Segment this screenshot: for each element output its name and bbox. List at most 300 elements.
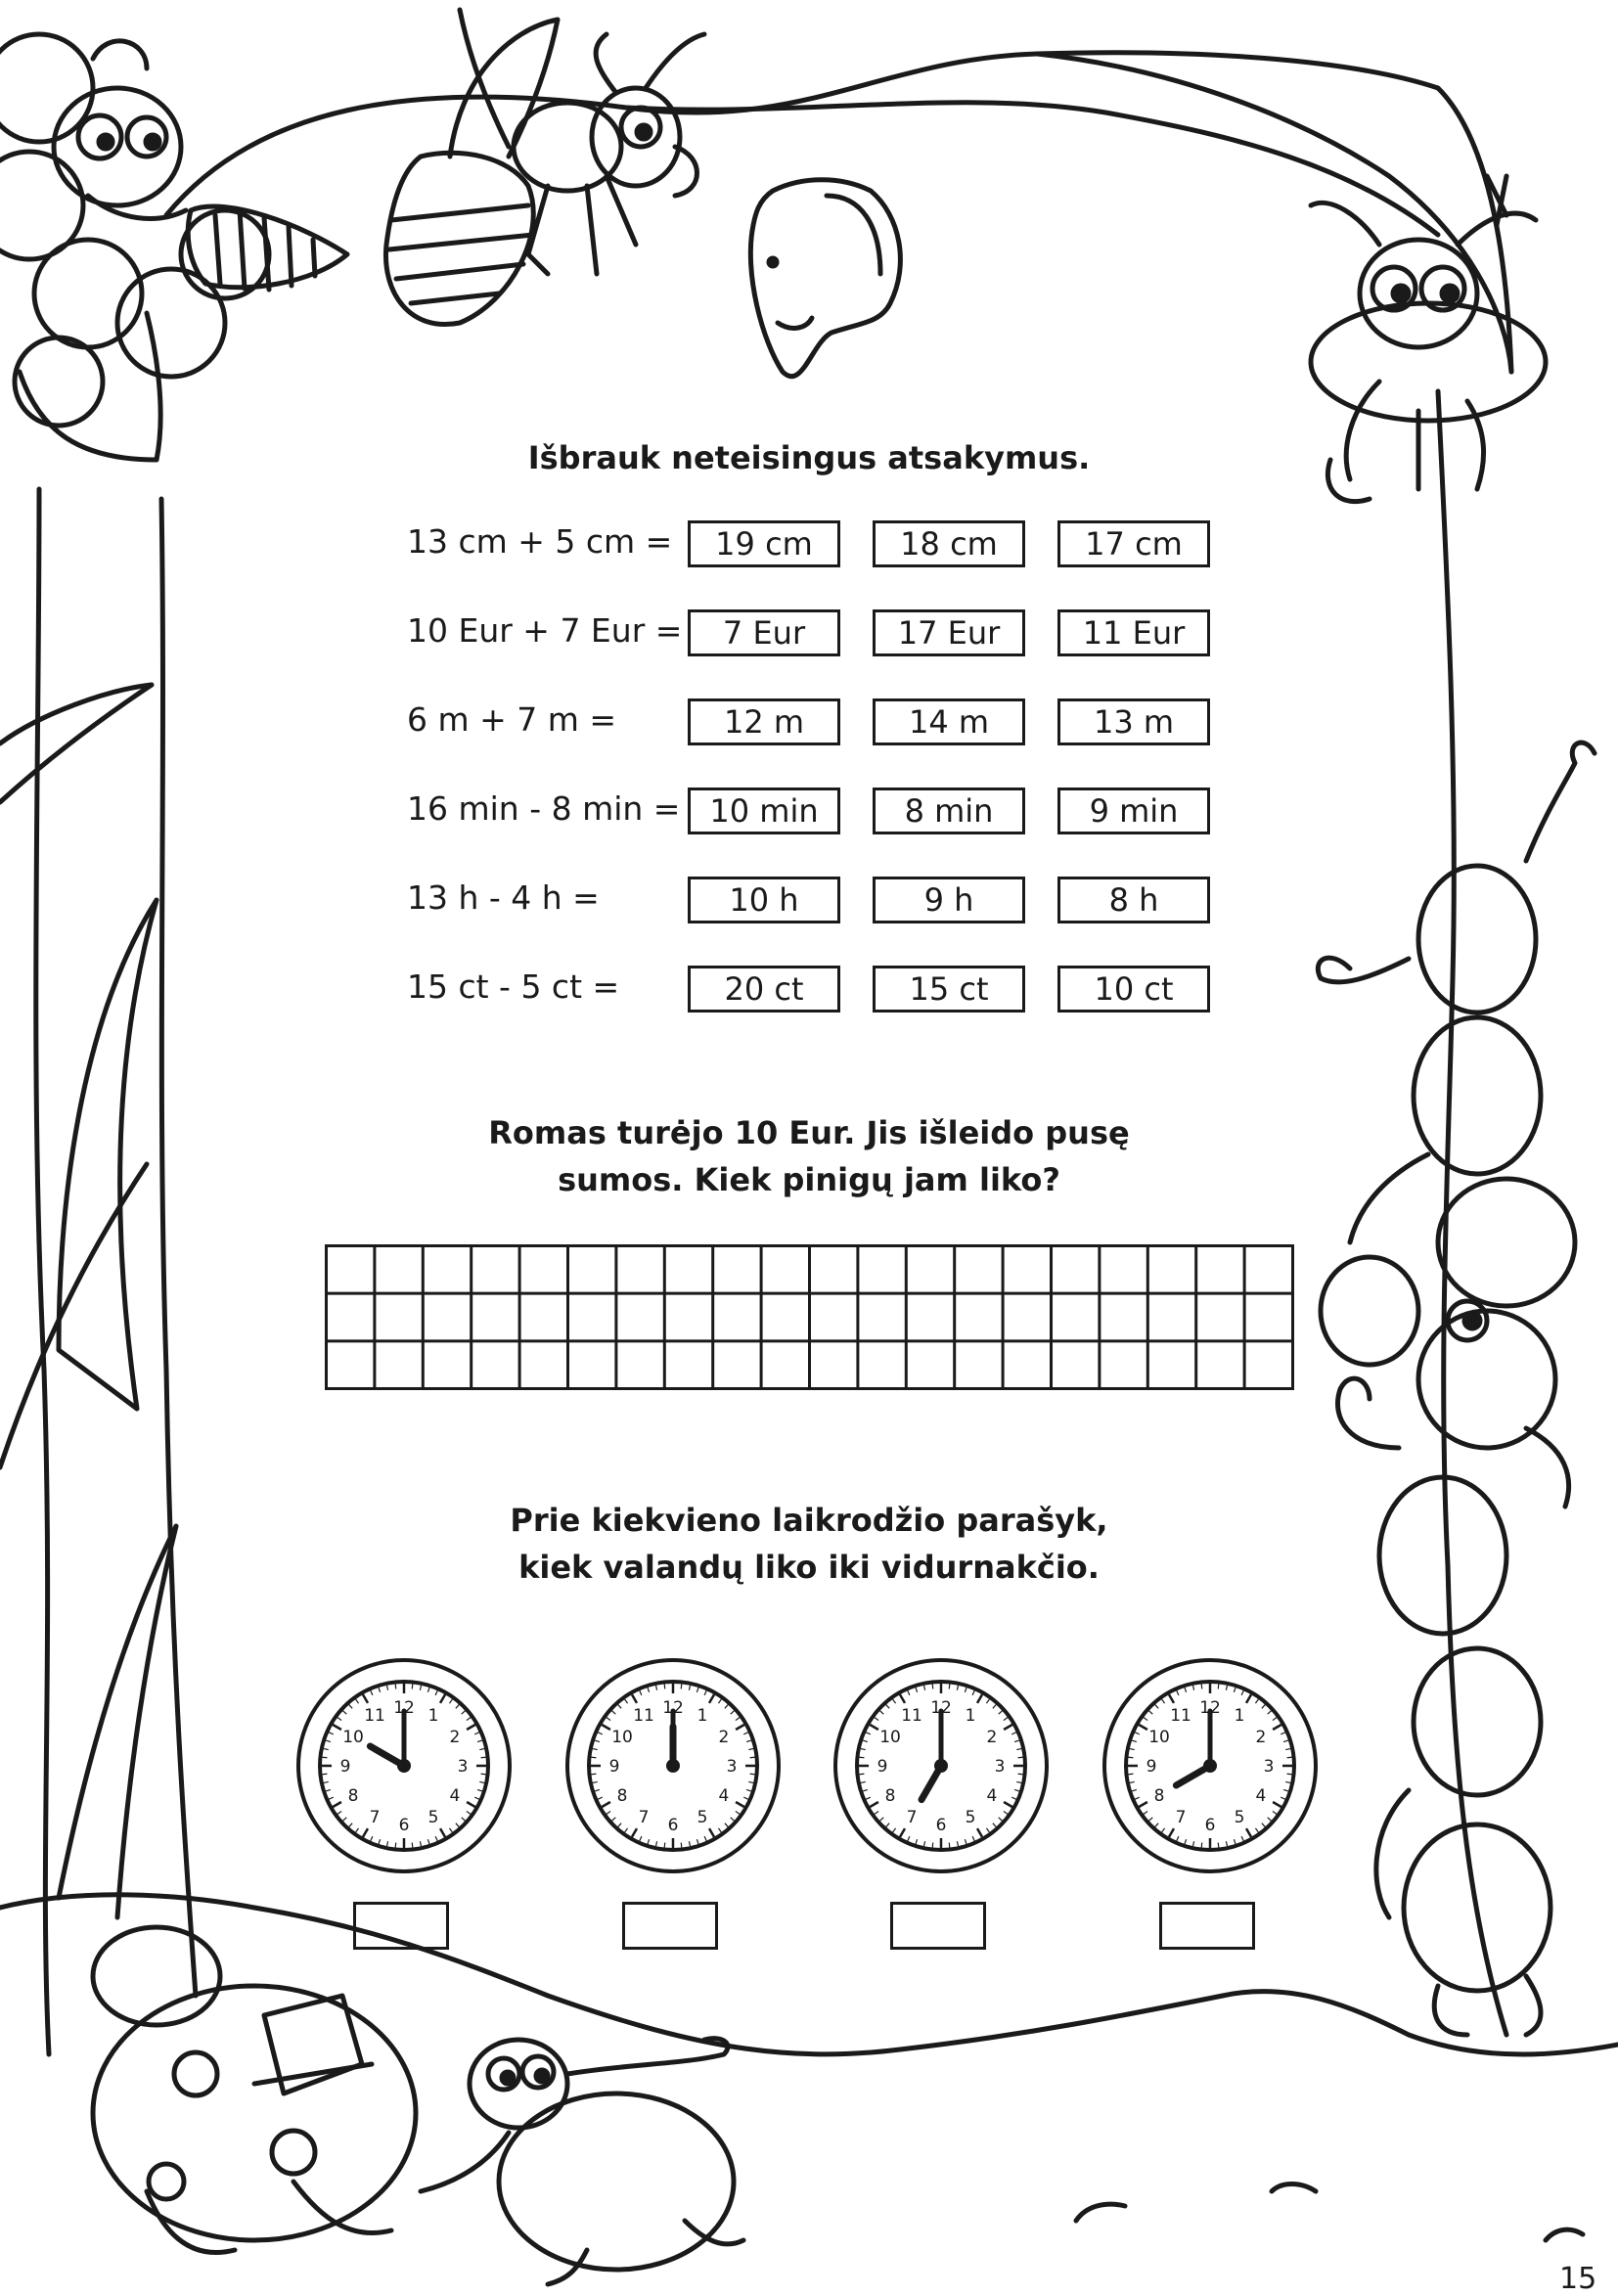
clock-number: 10 xyxy=(1148,1728,1170,1747)
task1-expression: 16 min - 8 min = xyxy=(407,789,681,828)
clock-tick xyxy=(479,1749,484,1750)
clock-tick xyxy=(1285,1781,1290,1782)
task1-answer-option[interactable]: 8 min xyxy=(873,788,1025,834)
clock-tick xyxy=(709,1694,714,1703)
clock-answer-box[interactable] xyxy=(890,1902,986,1950)
clock-tick xyxy=(748,1749,753,1750)
task1-expression: 13 h - 4 h = xyxy=(407,878,600,917)
clock-number: 10 xyxy=(879,1728,901,1747)
clock xyxy=(1093,1648,1327,1883)
clock-tick xyxy=(731,1818,735,1821)
clock-tick xyxy=(607,1811,610,1814)
clock-number: 2 xyxy=(986,1728,998,1747)
clock-tick xyxy=(371,1836,373,1841)
clock-tick xyxy=(449,1828,452,1832)
clock-tick xyxy=(900,1694,905,1703)
clock-tick xyxy=(1255,1699,1258,1703)
task1-answer-option[interactable]: 7 Eur xyxy=(688,609,840,656)
clock-tick xyxy=(1285,1749,1290,1750)
clock-tick xyxy=(736,1811,740,1814)
clock-tick xyxy=(1273,1725,1281,1730)
clock-tick xyxy=(474,1797,479,1799)
clock-tick xyxy=(870,1802,878,1807)
clock-tick xyxy=(1201,1843,1202,1848)
clock-tick xyxy=(886,1823,889,1827)
task1-instruction: Išbrauk neteisingus atsakymus. xyxy=(527,439,1091,476)
clock-tick xyxy=(743,1733,748,1734)
clock-tick xyxy=(1262,1705,1265,1709)
clock-tick xyxy=(349,1705,352,1709)
clock-tick xyxy=(337,1718,341,1721)
clock-tick xyxy=(999,1711,1003,1714)
clock-tick xyxy=(440,1694,445,1703)
clock-tick xyxy=(602,1802,610,1807)
clock-number: 4 xyxy=(449,1786,461,1806)
leaf xyxy=(0,685,152,802)
task1-answer-option[interactable]: 17 cm xyxy=(1057,520,1210,567)
clock-number: 6 xyxy=(667,1816,679,1835)
clock-tick xyxy=(477,1789,482,1791)
clock-tick xyxy=(1241,1836,1243,1841)
clock-number: 1 xyxy=(1234,1706,1245,1727)
clock-tick xyxy=(893,1699,896,1703)
clock-tick xyxy=(1283,1740,1288,1742)
clock-tick xyxy=(1018,1774,1023,1775)
clock-number: 11 xyxy=(633,1706,654,1727)
clock-tick xyxy=(1185,1839,1187,1844)
clock-tick xyxy=(356,1699,359,1703)
task1-answer-option[interactable]: 19 cm xyxy=(688,520,840,567)
task1-expression: 6 m + 7 m = xyxy=(407,700,617,739)
clock-tick xyxy=(1144,1718,1147,1721)
clock-tick xyxy=(656,1841,657,1846)
task1-answer-option[interactable]: 17 Eur xyxy=(873,609,1025,656)
leaf xyxy=(59,900,157,1409)
clock-number: 6 xyxy=(398,1816,410,1835)
clock-tick xyxy=(1255,1828,1258,1832)
clock-tick xyxy=(420,1686,421,1690)
clock-tick xyxy=(387,1841,388,1846)
clock-center-pin xyxy=(397,1759,411,1773)
clock-tick xyxy=(324,1781,329,1782)
clock-number: 6 xyxy=(1204,1816,1216,1835)
clock-tick xyxy=(363,1828,368,1837)
clock-tick xyxy=(1273,1802,1281,1807)
clock-tick xyxy=(697,1839,698,1844)
clock-tick xyxy=(908,1836,910,1841)
clock-number: 6 xyxy=(935,1816,947,1835)
clock-tick xyxy=(1281,1733,1285,1734)
clock-number: 10 xyxy=(342,1728,364,1747)
task2-problem-line2: sumos. Kiek pinigų jam liko? xyxy=(558,1161,1060,1198)
clock-tick xyxy=(1144,1811,1147,1814)
clock-tick xyxy=(689,1841,690,1846)
clock-tick xyxy=(602,1725,610,1730)
clock-tick xyxy=(1185,1688,1187,1692)
clock-tick xyxy=(1273,1718,1277,1721)
clock-tick xyxy=(880,1711,884,1714)
frame-vine xyxy=(166,53,1511,372)
clock-tick xyxy=(322,1757,327,1758)
clock-number: 4 xyxy=(1255,1786,1267,1806)
clock-tick xyxy=(1004,1802,1012,1807)
clock-tick xyxy=(746,1789,751,1791)
leaf xyxy=(59,1526,176,1917)
clock-answer-box[interactable] xyxy=(353,1902,449,1950)
clock-number: 1 xyxy=(697,1706,708,1727)
clock-tick xyxy=(993,1823,996,1827)
clock-tick xyxy=(859,1757,864,1758)
clock-tick xyxy=(704,1836,706,1841)
clock-answer-box[interactable] xyxy=(1159,1902,1255,1950)
clock-tick xyxy=(731,1711,735,1714)
clock-tick xyxy=(329,1733,334,1734)
clock-tick xyxy=(337,1811,341,1814)
clock-tick xyxy=(1246,1694,1251,1703)
clock-tick xyxy=(725,1705,728,1709)
clock-tick xyxy=(1226,1686,1227,1690)
clock-tick xyxy=(1246,1828,1251,1837)
clock-tick xyxy=(1193,1841,1194,1846)
clock-tick xyxy=(999,1818,1003,1821)
clock-tick xyxy=(681,1843,682,1848)
flower-cluster xyxy=(0,34,269,426)
clock-tick xyxy=(427,1688,429,1692)
clock xyxy=(824,1648,1058,1883)
clock-number: 12 xyxy=(930,1698,952,1718)
clock-tick xyxy=(371,1690,373,1695)
clock-tick xyxy=(709,1828,714,1837)
clock-tick xyxy=(861,1749,866,1750)
clock-tick xyxy=(467,1718,471,1721)
clock xyxy=(287,1648,521,1883)
clock-number: 12 xyxy=(393,1698,415,1718)
clock-tick xyxy=(474,1733,479,1734)
clock-tick xyxy=(632,1694,637,1703)
clock-tick xyxy=(333,1802,341,1807)
clock-tick xyxy=(664,1843,665,1848)
clock-tick xyxy=(412,1684,413,1688)
clock-tick xyxy=(449,1699,452,1703)
clock-number: 5 xyxy=(427,1807,439,1827)
clock-tick xyxy=(1135,1797,1140,1799)
clock-tick xyxy=(593,1781,598,1782)
task1-answer-option[interactable]: 18 cm xyxy=(873,520,1025,567)
clock-tick xyxy=(900,1828,905,1837)
clock-tick xyxy=(870,1725,878,1730)
clock-tick xyxy=(949,1843,950,1848)
task1-answer-option[interactable]: 9 h xyxy=(873,877,1025,923)
clock-number: 8 xyxy=(347,1786,359,1806)
clock-number: 7 xyxy=(1175,1807,1187,1827)
clock-number: 3 xyxy=(994,1757,1006,1777)
task1-answer-option[interactable]: 13 m xyxy=(1057,698,1210,745)
clock-tick xyxy=(395,1684,396,1688)
clock-tick xyxy=(1268,1711,1272,1714)
clock-tick xyxy=(1169,1828,1174,1837)
clock-tick xyxy=(697,1688,698,1692)
clock-tick xyxy=(916,1839,918,1844)
clock-tick xyxy=(467,1725,475,1730)
clock-tick xyxy=(1011,1797,1016,1799)
clock-tick xyxy=(612,1711,616,1714)
clock-tick xyxy=(746,1740,751,1742)
clock-tick xyxy=(863,1789,868,1791)
clock-tick xyxy=(704,1690,706,1695)
clock-number: 5 xyxy=(697,1807,708,1827)
clock-tick xyxy=(736,1725,744,1730)
clock-number: 4 xyxy=(718,1786,730,1806)
clock-tick xyxy=(750,1774,755,1775)
elephant-head xyxy=(750,180,900,377)
clock-tick xyxy=(1014,1740,1019,1742)
clock-number: 1 xyxy=(965,1706,976,1727)
clock-number: 3 xyxy=(457,1757,469,1777)
clock-number: 8 xyxy=(1153,1786,1165,1806)
clock-tick xyxy=(1155,1705,1158,1709)
clock-tick xyxy=(993,1705,996,1709)
clock-tick xyxy=(640,1836,642,1841)
clock-tick xyxy=(1283,1789,1288,1791)
clock-tick xyxy=(1130,1749,1135,1750)
clock-tick xyxy=(591,1757,596,1758)
clock-tick xyxy=(689,1686,690,1690)
clock-tick xyxy=(598,1797,603,1799)
clock-tick xyxy=(957,1841,958,1846)
clock-tick xyxy=(435,1836,437,1841)
answer-grid[interactable] xyxy=(325,1244,1294,1391)
clock-tick xyxy=(893,1828,896,1832)
clock-tick xyxy=(748,1781,753,1782)
task1-expression: 15 ct - 5 ct = xyxy=(407,968,620,1006)
clock-number: 9 xyxy=(876,1757,888,1777)
clock-tick xyxy=(965,1839,966,1844)
clock-center-pin xyxy=(934,1759,948,1773)
clock-tick xyxy=(1193,1686,1194,1690)
clock-tick xyxy=(886,1705,889,1709)
clock-tick xyxy=(1281,1797,1285,1799)
clock-tick xyxy=(908,1690,910,1695)
clock-tick xyxy=(477,1740,482,1742)
clock-tick xyxy=(612,1818,616,1821)
clock-tick xyxy=(986,1828,989,1832)
clock-number: 7 xyxy=(638,1807,650,1827)
clock-tick xyxy=(343,1711,347,1714)
clock-tick xyxy=(986,1699,989,1703)
clock-tick xyxy=(1139,1802,1147,1807)
task1-answer-option[interactable]: 14 m xyxy=(873,698,1025,745)
task1-answer-option[interactable]: 12 m xyxy=(688,698,840,745)
clock-tick xyxy=(736,1718,740,1721)
clock-number: 8 xyxy=(616,1786,628,1806)
clock-tick xyxy=(875,1811,878,1814)
clock-tick xyxy=(1218,1684,1219,1688)
clock-tick xyxy=(481,1757,486,1758)
clock-tick xyxy=(326,1740,331,1742)
clock-tick xyxy=(880,1818,884,1821)
task1-expression: 13 cm + 5 cm = xyxy=(407,522,673,561)
clock-number: 7 xyxy=(369,1807,381,1827)
clock-tick xyxy=(1201,1684,1202,1688)
task1-answer-option[interactable]: 10 ct xyxy=(1057,966,1210,1013)
clock-tick xyxy=(1162,1828,1165,1832)
clock-tick xyxy=(349,1823,352,1827)
clock-tick xyxy=(322,1774,327,1775)
clock-tick xyxy=(598,1733,603,1734)
clock-tick xyxy=(618,1705,621,1709)
clock-number: 3 xyxy=(1263,1757,1275,1777)
clock-tick xyxy=(462,1818,466,1821)
task1-answer-option[interactable]: 15 ct xyxy=(873,966,1025,1013)
clock-answer-box[interactable] xyxy=(622,1902,718,1950)
clock-tick xyxy=(1004,1725,1012,1730)
clock-number: 5 xyxy=(965,1807,976,1827)
clock-tick xyxy=(949,1684,950,1688)
clock-tick xyxy=(725,1823,728,1827)
task1-answer-option[interactable]: 9 min xyxy=(1057,788,1210,834)
task3-instruction-line2: kiek valandų liko iki vidurnakčio. xyxy=(518,1549,1100,1586)
clock-number: 2 xyxy=(718,1728,730,1747)
clock-tick xyxy=(625,1699,628,1703)
task1-answer-option[interactable]: 8 h xyxy=(1057,877,1210,923)
clock-tick xyxy=(664,1684,665,1688)
clock-number: 11 xyxy=(901,1706,922,1727)
clock-tick xyxy=(440,1828,445,1837)
clock-center-pin xyxy=(1203,1759,1217,1773)
clock-tick xyxy=(1139,1725,1147,1730)
clock-tick xyxy=(329,1797,334,1799)
clock-tick xyxy=(343,1818,347,1821)
clock-tick xyxy=(420,1841,421,1846)
clock-tick xyxy=(435,1690,437,1695)
clock-tick xyxy=(648,1839,650,1844)
clock-tick xyxy=(1273,1811,1277,1814)
clock-number: 11 xyxy=(364,1706,385,1727)
clock-number: 8 xyxy=(884,1786,896,1806)
clock-tick xyxy=(427,1839,429,1844)
clock-tick xyxy=(977,1694,982,1703)
clock-tick xyxy=(861,1781,866,1782)
clock-tick xyxy=(1234,1688,1236,1692)
bee xyxy=(385,10,704,325)
clock-number: 11 xyxy=(1170,1706,1191,1727)
clock-tick xyxy=(467,1802,475,1807)
clock-tick xyxy=(607,1718,610,1721)
clock-tick xyxy=(1218,1843,1219,1848)
clock-tick xyxy=(412,1843,413,1848)
frame-vine xyxy=(626,103,1438,235)
clock-tick xyxy=(1016,1781,1021,1782)
clock-tick xyxy=(866,1733,871,1734)
clock-tick xyxy=(1162,1699,1165,1703)
ground-mark xyxy=(1076,2184,1583,2241)
clock-tick xyxy=(977,1828,982,1837)
clock-tick xyxy=(1234,1839,1236,1844)
clock-tick xyxy=(1155,1823,1158,1827)
tree-trunk xyxy=(36,489,49,2054)
beetle xyxy=(421,2039,743,2284)
clock-tick xyxy=(743,1797,748,1799)
ant-stack xyxy=(1318,743,1595,2035)
clock-tick xyxy=(1016,1749,1021,1750)
task1-answer-option[interactable]: 11 Eur xyxy=(1057,609,1210,656)
clock-tick xyxy=(593,1749,598,1750)
task2-problem-line1: Romas turėjo 10 Eur. Jis išleido pusę xyxy=(488,1114,1130,1151)
clock-tick xyxy=(875,1718,878,1721)
clock-number: 5 xyxy=(1234,1807,1245,1827)
task1-answer-option[interactable]: 20 ct xyxy=(688,966,840,1013)
page-number: 15 xyxy=(1559,2262,1597,2296)
task1-answer-option[interactable]: 10 min xyxy=(688,788,840,834)
clock-tick xyxy=(1177,1836,1179,1841)
clock-tick xyxy=(1014,1789,1019,1791)
clock-tick xyxy=(356,1828,359,1832)
clock xyxy=(556,1648,790,1883)
clock-tick xyxy=(718,1699,721,1703)
clock-tick xyxy=(932,1684,933,1688)
task3-instruction-line1: Prie kiekvieno laikrodžio parašyk, xyxy=(510,1502,1108,1539)
task1-answer-option[interactable]: 10 h xyxy=(688,877,840,923)
clock-tick xyxy=(1287,1757,1292,1758)
clock-tick xyxy=(479,1781,484,1782)
clock-tick xyxy=(1135,1733,1140,1734)
clock-tick xyxy=(1268,1818,1272,1821)
clock-number: 1 xyxy=(427,1706,439,1727)
clock-tick xyxy=(1287,1774,1292,1775)
clock-tick xyxy=(736,1802,744,1807)
clock-tick xyxy=(379,1688,381,1692)
clock-tick xyxy=(1128,1757,1133,1758)
clock-tick xyxy=(387,1686,388,1690)
clock-tick xyxy=(1130,1781,1135,1782)
clock-number: 2 xyxy=(449,1728,461,1747)
clock-tick xyxy=(972,1836,974,1841)
clock-tick xyxy=(640,1690,642,1695)
clock-tick xyxy=(632,1828,637,1837)
clock-tick xyxy=(481,1774,486,1775)
caterpillar xyxy=(54,41,347,290)
clock-tick xyxy=(618,1823,621,1827)
clock-tick xyxy=(1004,1811,1008,1814)
clock-center-pin xyxy=(666,1759,680,1773)
clock-tick xyxy=(1128,1774,1133,1775)
clock-tick xyxy=(1149,1818,1153,1821)
clock-number: 9 xyxy=(339,1757,351,1777)
clock-number: 9 xyxy=(1146,1757,1157,1777)
clock-tick xyxy=(916,1688,918,1692)
clock-tick xyxy=(456,1823,459,1827)
clock-number: 10 xyxy=(611,1728,633,1747)
clock-tick xyxy=(932,1843,933,1848)
clock-number: 12 xyxy=(662,1698,684,1718)
clock-tick xyxy=(456,1705,459,1709)
clock-tick xyxy=(326,1789,331,1791)
clock-tick xyxy=(625,1828,628,1832)
clock-tick xyxy=(395,1843,396,1848)
clock-number: 2 xyxy=(1255,1728,1267,1747)
clock-tick xyxy=(462,1711,466,1714)
ladybug xyxy=(93,1927,416,2253)
task1-expression: 10 Eur + 7 Eur = xyxy=(407,611,683,650)
clock-tick xyxy=(957,1686,958,1690)
clock-tick xyxy=(1169,1694,1174,1703)
clock-tick xyxy=(467,1811,471,1814)
clock-number: 7 xyxy=(906,1807,918,1827)
clock-tick xyxy=(333,1725,341,1730)
clock-tick xyxy=(972,1690,974,1695)
ground xyxy=(0,1895,1618,2054)
clock-tick xyxy=(1149,1711,1153,1714)
